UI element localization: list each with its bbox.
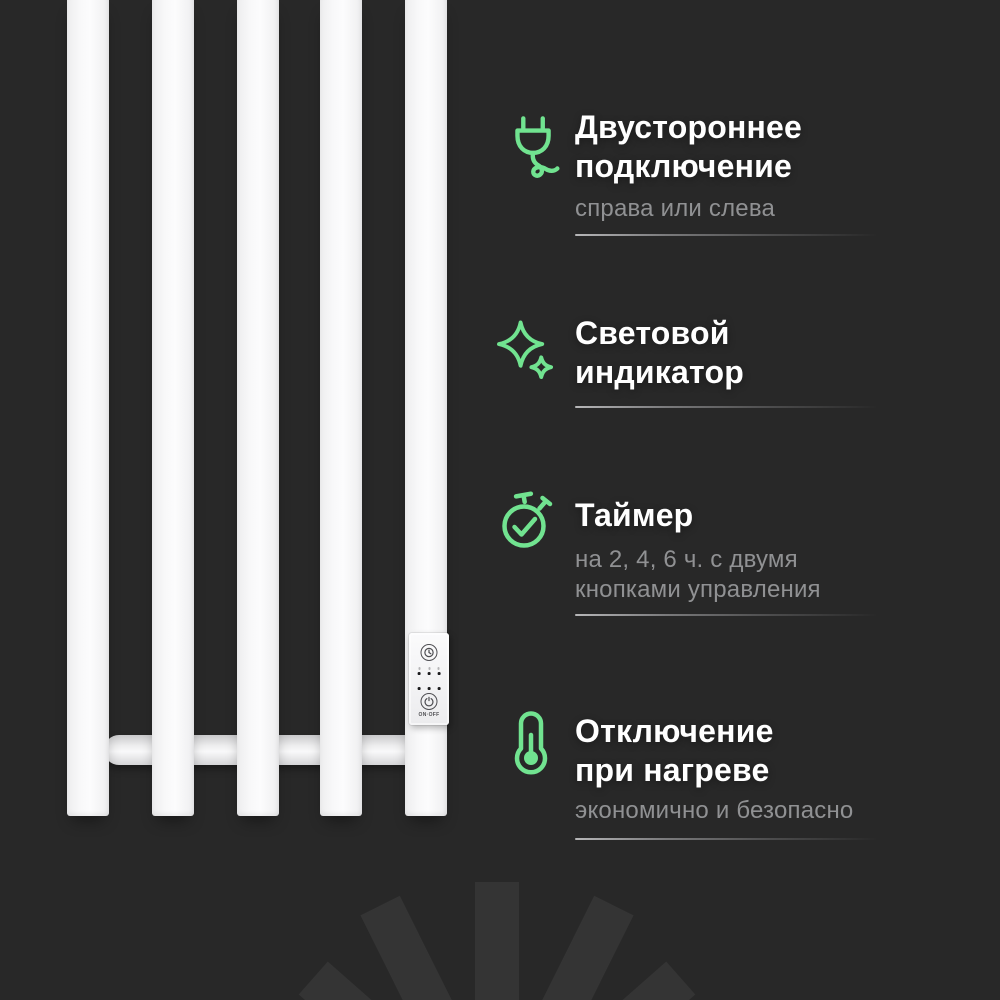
panel-tick-marks bbox=[419, 667, 440, 670]
feature-overheat-shutoff bbox=[495, 712, 895, 840]
thermometer-icon bbox=[512, 710, 550, 776]
panel-indicator-dots-row bbox=[418, 672, 441, 675]
feature-title-line: индикатор bbox=[575, 354, 744, 390]
panel-indicator-dots-row bbox=[418, 687, 441, 690]
divider-line bbox=[575, 234, 878, 236]
feature-subtitle-line: кнопками управления bbox=[575, 576, 821, 603]
rail-bar bbox=[237, 0, 279, 816]
feature-title-line: Световой bbox=[575, 315, 730, 351]
feature-title-line: Двустороннее bbox=[575, 109, 803, 145]
divider-line bbox=[575, 406, 878, 408]
feature-subtitle: справа или слева bbox=[575, 195, 776, 222]
rail-bar bbox=[152, 0, 194, 816]
rail-bar bbox=[67, 0, 109, 816]
panel-power-button bbox=[421, 693, 438, 710]
feature-title-line: при нагреве bbox=[575, 752, 770, 788]
divider-line bbox=[575, 838, 878, 840]
plug-icon bbox=[506, 114, 562, 186]
feature-title-line: Отключение bbox=[575, 713, 774, 749]
rail-bar bbox=[320, 0, 362, 816]
sparkles-icon bbox=[497, 319, 554, 380]
stopwatch-icon bbox=[498, 489, 554, 549]
feature-title-line: подключение bbox=[575, 148, 792, 184]
control-panel bbox=[409, 633, 449, 725]
feature-title-line: Таймер bbox=[575, 497, 694, 533]
on-off-label: ON·OFF bbox=[418, 712, 440, 718]
panel-timer-button bbox=[421, 644, 438, 661]
feature-subtitle-line: на 2, 4, 6 ч. с двумя bbox=[575, 546, 798, 573]
feature-light-indicator bbox=[495, 314, 895, 408]
feature-two-sided-connection bbox=[495, 108, 895, 236]
clock-icon bbox=[424, 647, 435, 658]
feature-timer bbox=[495, 496, 895, 616]
power-icon bbox=[424, 696, 435, 707]
divider-line bbox=[575, 614, 878, 616]
feature-subtitle: экономично и безопасно bbox=[575, 797, 854, 824]
